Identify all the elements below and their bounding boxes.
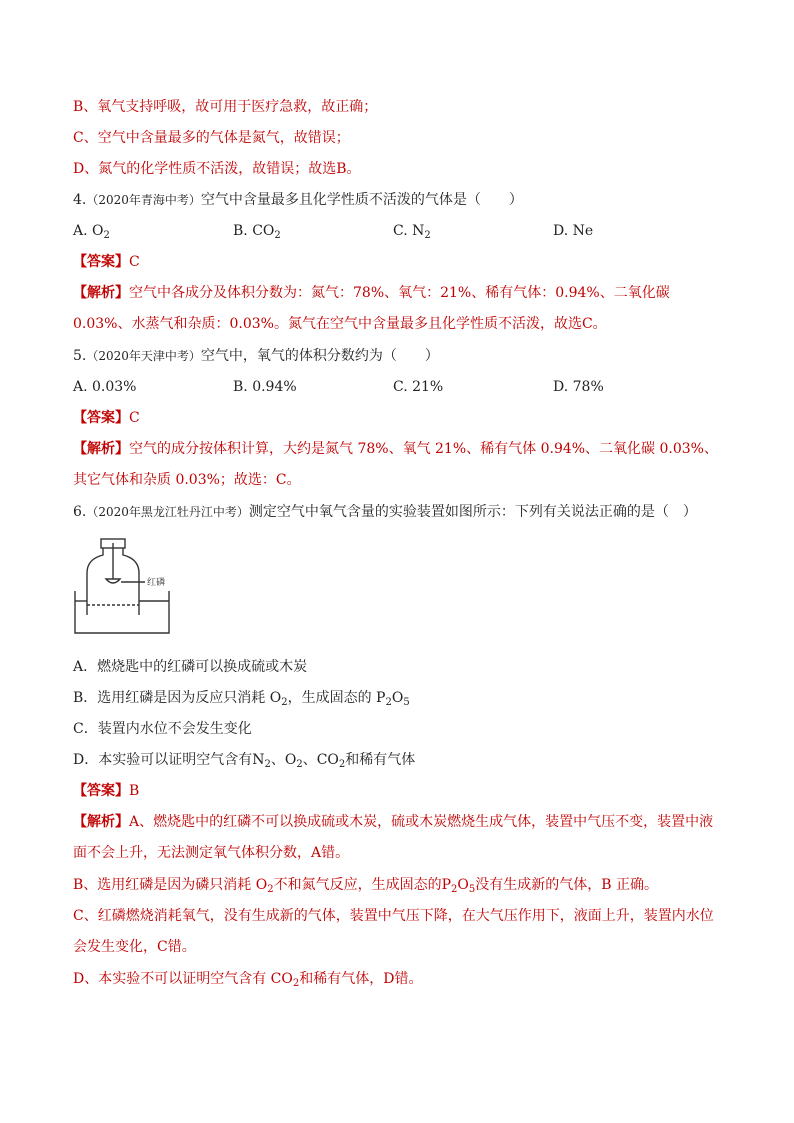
q5-answer: 【答案】C [73, 410, 140, 426]
q5-option-d: D. 78% [553, 379, 604, 395]
q4-option-c: C. $N_2$ [393, 223, 431, 241]
apparatus-figure [73, 533, 723, 643]
q6-analysis-d: D、本实验不可以证明空气含有 $CO_2$和稀有气体，D错。 [73, 971, 423, 989]
q6-analysis-c: C、红磷燃烧消耗氧气，没有生成新的气体，装置中气压下降，在大气压作用下，液面上升，装置内水位会发生变化，C错。 [73, 908, 714, 955]
q5-analysis: 【解析】空气的成分按体积计算，大约是氮气 78%、氧气 21%、稀有气体 0.94%、二氧化碳 0.03%、其它气体和杂质 0.03%；故选：C。 [73, 441, 718, 488]
q6-answer: 【答案】B [73, 783, 140, 799]
q4-analysis: 【解析】空气中各成分及体积分数为：氮气：78%、氧气：21%、稀有气体：0.94%、二氧化碳 0.03%、水蒸气和杂质：0.03%。氮气在空气中含量最多且化学性质不活泼，故选C。 [73, 285, 670, 332]
q4-stem: 4.（2020年青海中考）空气中含量最多且化学性质不活泼的气体是（ ） [73, 192, 523, 208]
q5-source: （2020年天津中考） [86, 349, 201, 363]
q4-option-d: D. Ne [553, 223, 594, 239]
q4-options [73, 221, 723, 241]
q6-option-a: A．燃烧匙中的红磷可以换成硫或木炭 [73, 659, 308, 675]
q4-source: （2020年青海中考） [86, 193, 201, 207]
q6-option-b: B．选用红磷是因为反应只消耗 $O_2$，生成固态的 $P_2O_5$ [73, 690, 410, 708]
q5-stem: 5.（2020年天津中考）空气中，氧气的体积分数约为（ ） [73, 348, 439, 364]
q6-analysis-b: B、选用红磷是因为磷只消耗 $O_2$不和氮气反应，生成固态的$P_2O_5$没有生成新的气体，B 正确。 [73, 877, 658, 895]
q6-option-c: C．装置内水位不会发生变化 [73, 721, 252, 737]
q5-option-c: C. 21% [393, 379, 444, 395]
figure-label: 红磷 [147, 578, 166, 588]
q4-option-b: B. $CO_2$ [233, 223, 281, 241]
q4-answer: 【答案】C [73, 254, 140, 270]
q6-source: （2020年黑龙江牡丹江中考） [86, 505, 249, 519]
q5-options [73, 377, 723, 397]
water-trough [75, 591, 169, 633]
prev-analysis-c: C、空气中含量最多的气体是氮气，故错误； [73, 130, 350, 146]
bell-jar-diagram [73, 533, 183, 643]
prev-analysis-b: B、氧气支持呼吸，故可用于医疗急救，故正确； [73, 99, 378, 115]
prev-analysis-d: D、氮气的化学性质不活泼，故错误；故选B。 [73, 161, 361, 177]
q6-analysis-a: 【解析】A、燃烧匙中的红磷不可以换成硫或木炭，硫或木炭燃烧生成气体，装置中气压不变，装置中液面不会上升，无法测定氧气体积分数，A错。 [73, 814, 714, 861]
q5-option-a: A. 0.03% [73, 379, 137, 395]
q6-stem: 6.（2020年黑龙江牡丹江中考）测定空气中氧气含量的实验装置如图所示：下列有关说法正确的是（ ） [73, 504, 697, 520]
q4-option-a: A. $O_2$ [73, 223, 110, 241]
q6-option-d: D．本实验可以证明空气含有$N_2$、$O_2$、$CO_2$和稀有气体 [73, 752, 416, 770]
q5-option-b: B. 0.94% [233, 379, 297, 395]
document-page [73, 97, 723, 1000]
